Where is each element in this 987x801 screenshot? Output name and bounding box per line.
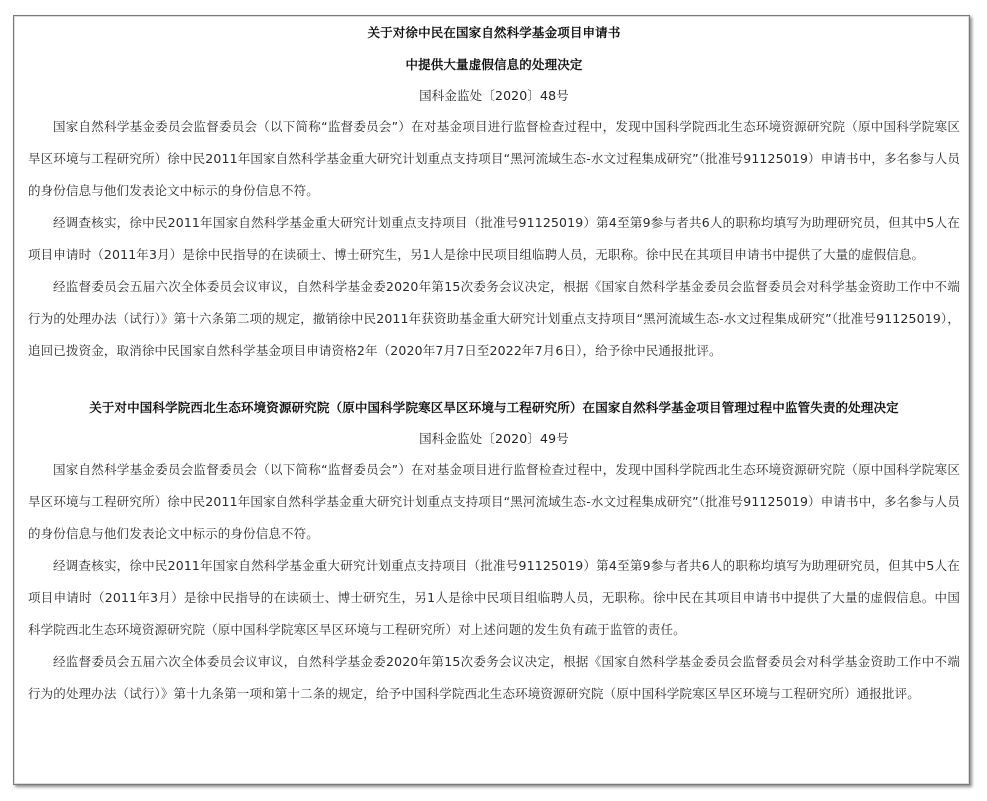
decision-49-paragraph-3: 经监督委员会五届六次全体委员会议审议，自然科学基金委2020年第15次委务会议决定，根据《国家自然科学基金委员会监督委员会对科学基金资助工作中不端行为的处理办法（试行）》第十九条第一项和第十二条的规定，给予中国科学院西北生态环境资源研究院（原中国科学院寒区旱区环境与工程研究所）通报批评。	[28, 654, 960, 701]
decision-48-paragraph-1: 国家自然科学基金委员会监督委员会（以下简称“监督委员会”）在对基金项目进行监督检查过程中，发现中国科学院西北生态环境资源研究院（原中国科学院寒区旱区环境与工程研究所）徐中民2011年国家自然科学基金重大研究计划重点支持项目“黑河流域生态-水文过程集成研究”（批准号91125019）申请书中，多名参与人员的身份信息与他们发表论文中标示的身份信息不符。	[28, 119, 960, 198]
decision-48-title-line-2: 中提供大量虚假信息的处理决定	[405, 57, 583, 72]
decision-48-title-line-1: 关于对徐中民在国家自然科学基金项目申请书	[367, 25, 621, 40]
decision-49-title: 关于对中国科学院西北生态环境资源研究院（原中国科学院寒区旱区环境与工程研究所）在国家自然科学基金项目管理过程中监管失责的处理决定	[89, 400, 899, 415]
decision-48-paragraph-2: 经调查核实，徐中民2011年国家自然科学基金重大研究计划重点支持项目（批准号91125019）第4至第9参与者共6人的职称均填写为助理研究员，但其中5人在项目申请时（2011年3月）是徐中民指导的在读硕士、博士研究生，另1人是徐中民项目组临聘人员，无职称。徐中民在其项目申请书中提供了大量的虚假信息。	[28, 215, 960, 262]
decision-49-doc-number: 国科金监处〔2020〕49号	[419, 431, 569, 446]
decision-48	[28, 17, 960, 367]
decision-49-paragraph-2: 经调查核实，徐中民2011年国家自然科学基金重大研究计划重点支持项目（批准号91125019）第4至第9参与者共6人的职称均填写为助理研究员，但其中5人在项目申请时（2011年3月）是徐中民指导的在读硕士、博士研究生，另1人是徐中民项目组临聘人员，无职称。徐中民在其项目申请书中提供了大量的虚假信息。中国科学院西北生态环境资源研究院（原中国科学院寒区旱区环境与工程研究所）对上述问题的发生负有疏于监管的责任。	[28, 558, 960, 637]
decision-48-paragraph-3: 经监督委员会五届六次全体委员会议审议，自然科学基金委2020年第15次委务会议决定，根据《国家自然科学基金委员会监督委员会对科学基金资助工作中不端行为的处理办法（试行）》第十六条第二项的规定，撤销徐中民2011年获资助基金重大研究计划重点支持项目“黑河流域生态-水文过程集成研究”（批准号91125019），追回已拨资金，取消徐中民国家自然科学基金项目申请资格2年（2020年7月7日至2022年7月6日），给予徐中民通报批评。	[28, 279, 960, 358]
decision-48-doc-number: 国科金监处〔2020〕48号	[419, 88, 569, 103]
document-frame	[13, 15, 970, 785]
decision-49-paragraph-1: 国家自然科学基金委员会监督委员会（以下简称“监督委员会”）在对基金项目进行监督检查过程中，发现中国科学院西北生态环境资源研究院（原中国科学院寒区旱区环境与工程研究所）徐中民2011年国家自然科学基金重大研究计划重点支持项目“黑河流域生态-水文过程集成研究”（批准号91125019）申请书中，多名参与人员的身份信息与他们发表论文中标示的身份信息不符。	[28, 462, 960, 541]
section-spacer	[28, 367, 960, 392]
decision-49	[28, 392, 960, 710]
document-content	[28, 16, 960, 710]
